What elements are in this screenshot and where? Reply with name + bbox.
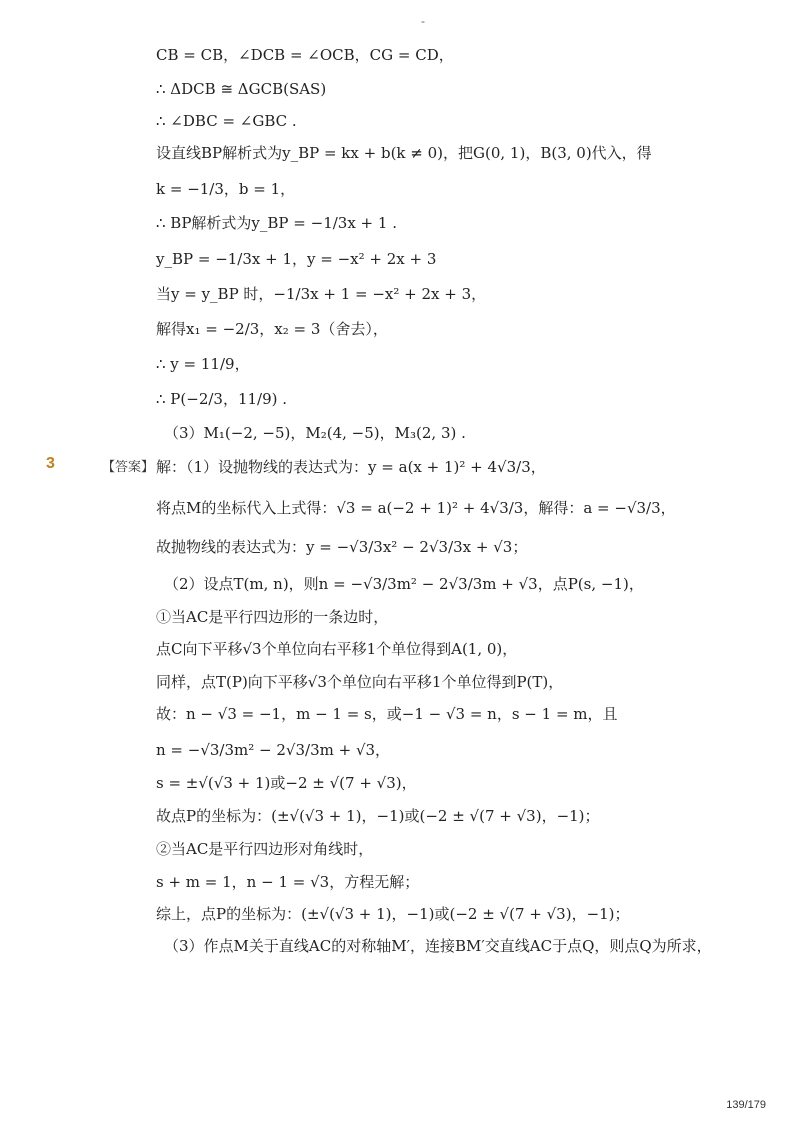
line-text: s + m = 1，n − 1 = √3，方程无解；	[156, 873, 420, 891]
line-text: ∴ ΔDCB ≅ ΔGCB(SAS)	[156, 80, 327, 98]
line-text: 解得x₁ = −2/3，x₂ = 3（舍去），	[156, 320, 388, 338]
question-number: 3	[46, 455, 55, 472]
line-text: ∴ y = 11/9，	[156, 355, 250, 373]
line-text: 故抛物线的表达式为：y = −√3/3x² − 2√3/3x + √3；	[156, 538, 528, 556]
page-number: 139/179	[726, 1099, 766, 1111]
line-text: ∴ ∠DBC = ∠GBC .	[156, 112, 297, 130]
line-text: 故点P的坐标为：(±√(√3 + 1)，−1)或(−2 ± √(7 + √3)，−1)；	[156, 807, 600, 825]
line-text: 综上，点P的坐标为：(±√(√3 + 1)，−1)或(−2 ± √(7 + √3)，−1)；	[156, 905, 630, 923]
line-text: k = −1/3，b = 1，	[156, 180, 296, 198]
answer-tag: 【答案】	[102, 460, 155, 475]
line-text: 同样，点T(P)向下平移√3个单位向右平移1个单位得到P(T)，	[156, 673, 564, 691]
line-text: s = ±√(√3 + 1)或−2 ± √(7 + √3)，	[156, 774, 417, 792]
line-text: CB = CB，∠DCB = ∠OCB，CG = CD，	[156, 46, 454, 64]
line-text: 当y = y_BP 时，−1/3x + 1 = −x² + 2x + 3，	[156, 285, 487, 303]
line-text: ∴ BP解析式为y_BP = −1/3x + 1 .	[156, 214, 397, 232]
line-text: y_BP = −1/3x + 1，y = −x² + 2x + 3	[156, 250, 437, 268]
line-text: ②当AC是平行四边形对角线时，	[156, 840, 374, 858]
line-text: n = −√3/3m² − 2√3/3m + √3，	[156, 741, 391, 759]
top-mark: -	[421, 14, 425, 28]
line-text: 设直线BP解析式为y_BP = kx + b(k ≠ 0)，把G(0, 1)，B(3, 0)代入，得	[156, 144, 652, 162]
line-text: ①当AC是平行四边形的一条边时，	[156, 608, 389, 626]
line-text: 解：（1）设抛物线的表达式为：y = a(x + 1)² + 4√3/3，	[156, 458, 546, 476]
line-text: ∴ P(−2/3，11/9) .	[156, 390, 288, 408]
line-text: （3）M₁(−2, −5)，M₂(4, −5)，M₃(2, 3) .	[164, 424, 466, 442]
line-text: 点C向下平移√3个单位向右平移1个单位得到A(1, 0)，	[156, 640, 518, 658]
line-text: （3）作点M关于直线AC的对称轴M′，连接BM′交直线AC于点Q，则点Q为所求，	[164, 937, 712, 955]
line-text: （2）设点T(m, n)，则n = −√3/3m² − 2√3/3m + √3，点P(s, −1)，	[164, 575, 644, 593]
line-text: 将点M的坐标代入上式得：√3 = a(−2 + 1)² + 4√3/3，解得：a = −√3/3，	[156, 499, 676, 517]
line-text: 故：n − √3 = −1，m − 1 = s，或−1 − √3 = n，s − 1 = m，且	[156, 705, 618, 723]
